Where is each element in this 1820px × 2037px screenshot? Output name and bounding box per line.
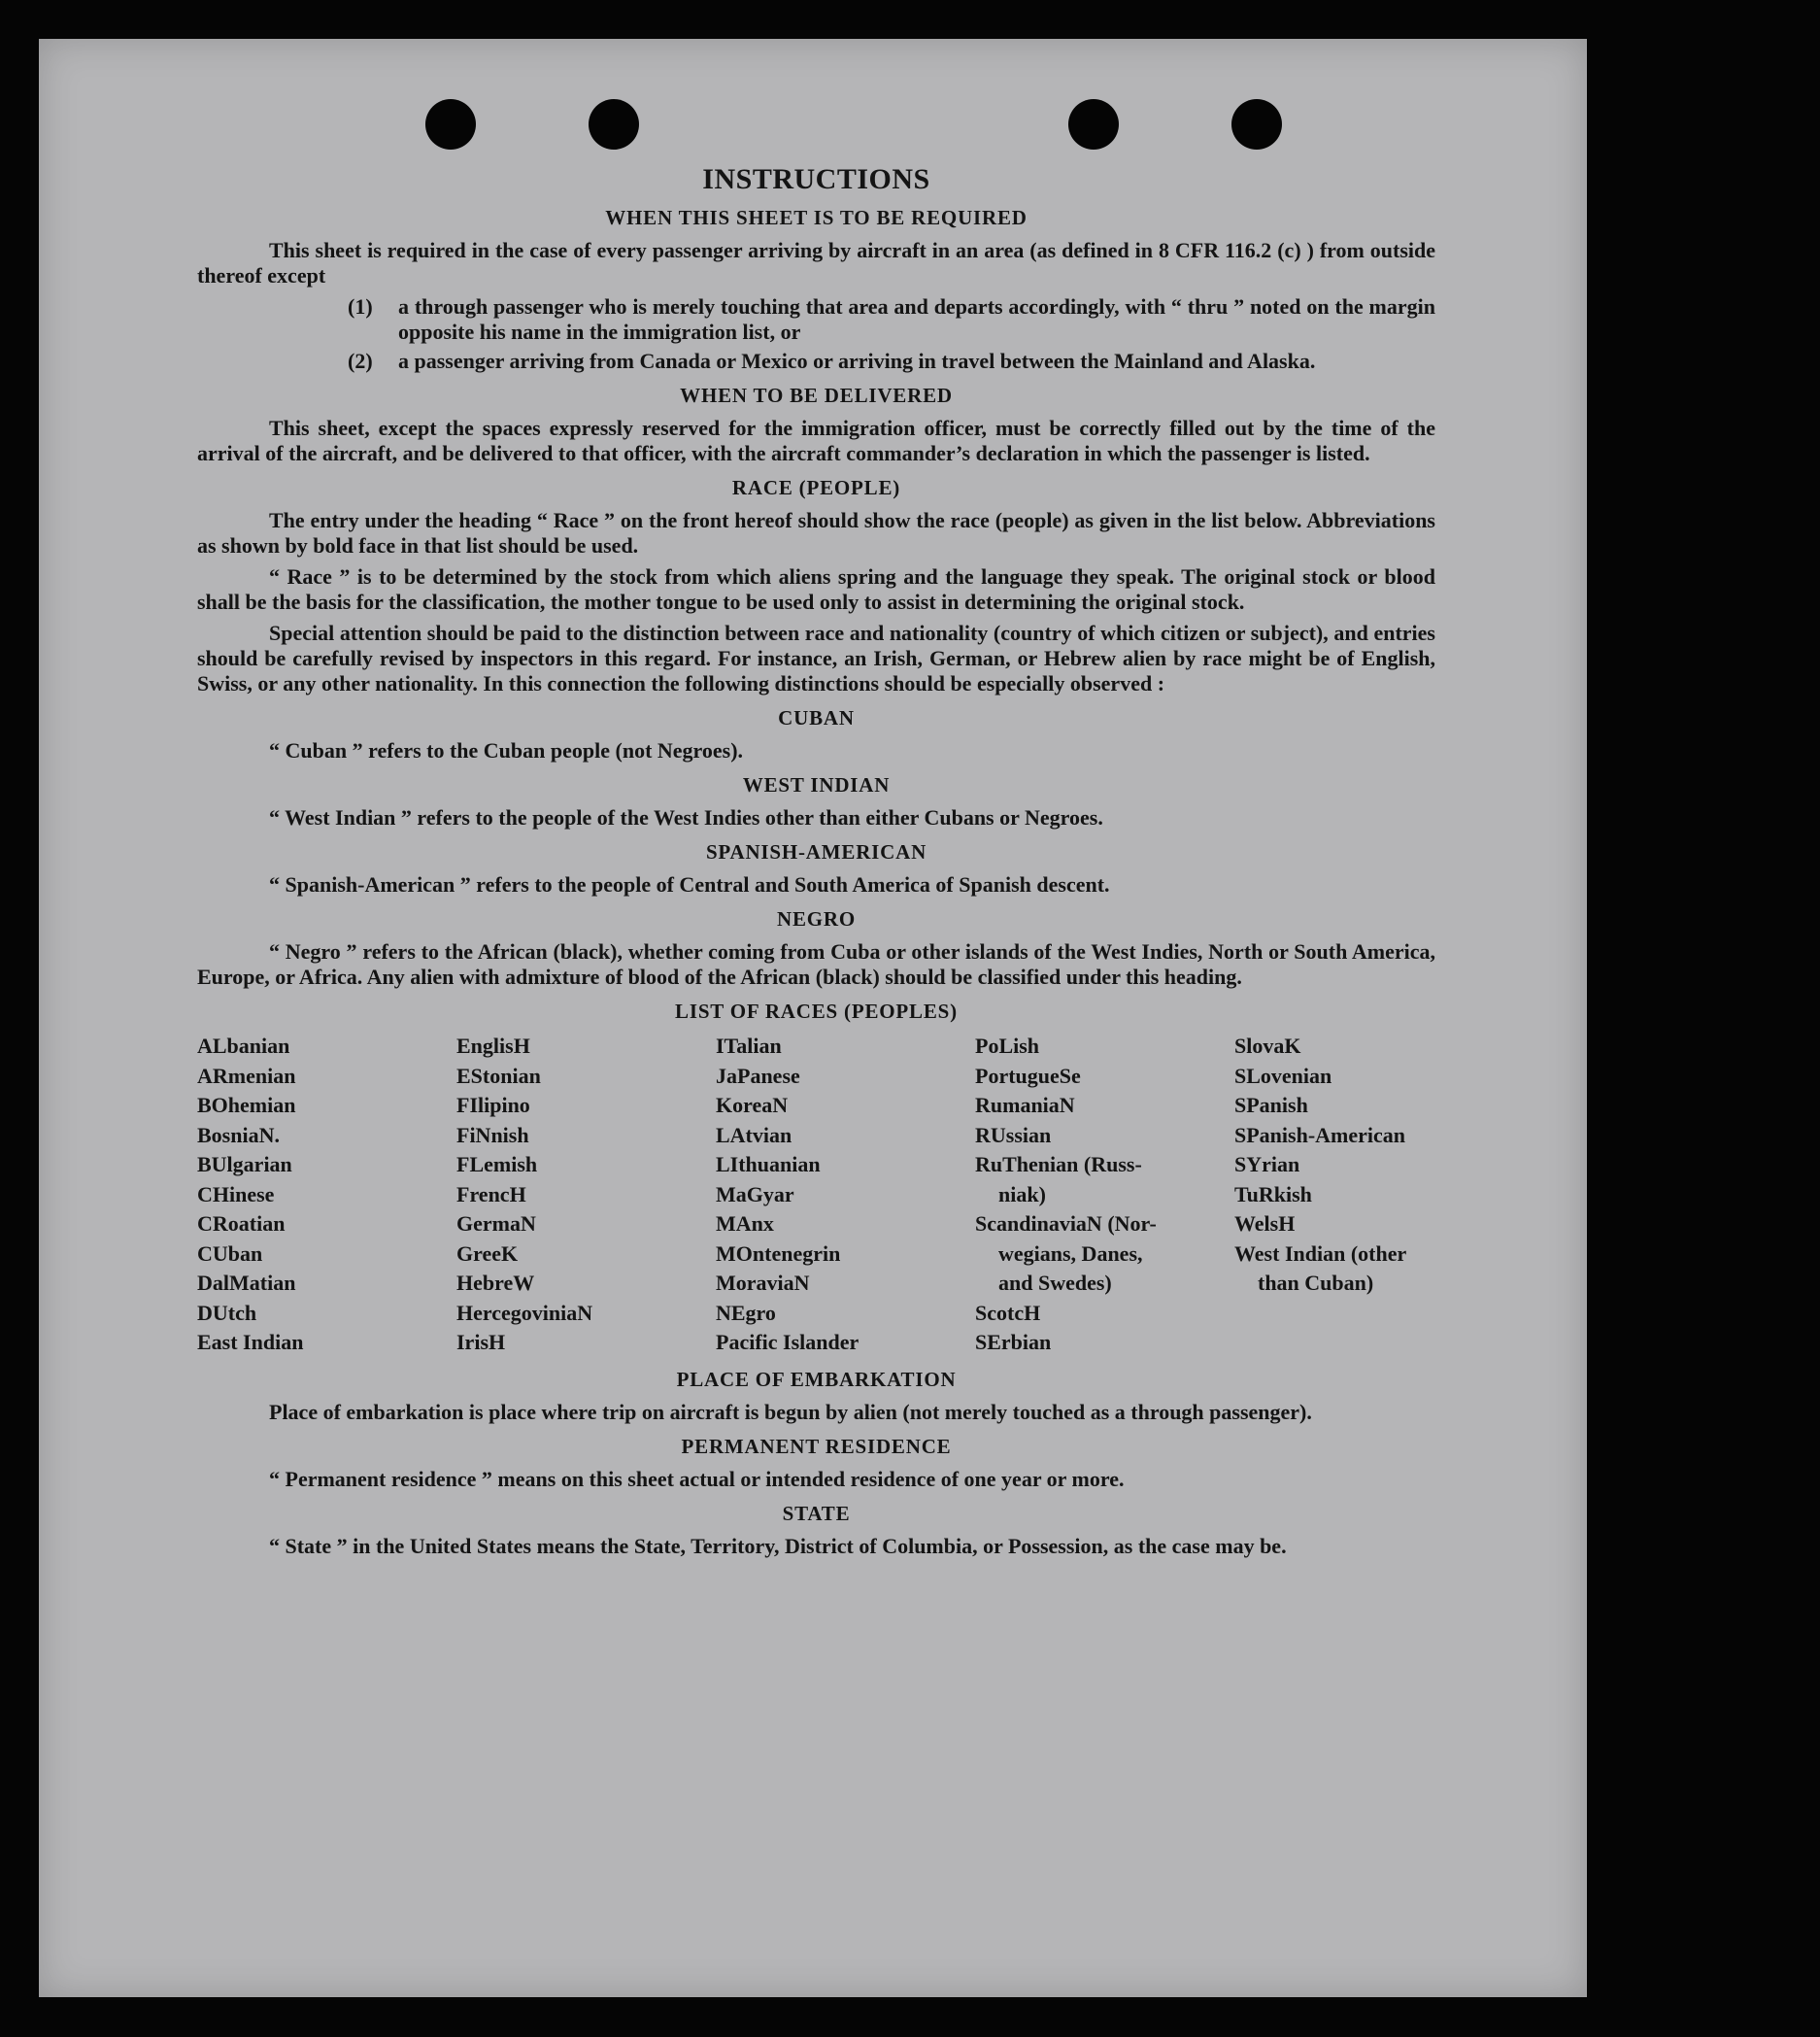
race-entry: EStonian — [456, 1063, 541, 1088]
race-entry: RumaniaN — [975, 1093, 1075, 1117]
item-number: (2) — [348, 349, 373, 373]
race-column — [456, 1032, 716, 1358]
race-entry: LAtvian — [716, 1122, 792, 1147]
race-entry: RuThenian (Russ- — [975, 1152, 1142, 1176]
race-entry: PortugueSe — [975, 1063, 1081, 1088]
race-paragraph: Special attention should be paid to the distinction between race and nationality (country of which citizen or subject), and entries should be carefully revised by inspectors in this regard. For instance, an Irish, German, or Hebrew alien by race might be of English, Swiss, or any other nationality. In this connection the following distinctions should be especially observed : — [197, 621, 1435, 696]
exception-item — [348, 349, 1435, 374]
race-entry: DUtch — [197, 1300, 257, 1325]
document-sheet — [39, 39, 1587, 1997]
embarkation-text: Place of embarkation is place where trip on aircraft is begun by alien (not merely touched as a through passenger). — [269, 1399, 1312, 1424]
race-entry: MoraviaN — [716, 1271, 810, 1295]
required-intro: This sheet is required in the case of every passenger arriving by aircraft in an area (as defined in 8 CFR 116.2 (c) ) from outside thereof except — [197, 238, 1435, 288]
race-entry: JaPanese — [716, 1063, 800, 1088]
race-entry: FLemish — [456, 1152, 538, 1176]
race-entry: CRoatian — [197, 1211, 286, 1236]
state-text: “ State ” in the United States means the State, Territory, District of Columbia, or Possession, as the case may be. — [269, 1533, 1287, 1558]
race-entry: ARmenian — [197, 1063, 296, 1088]
negro-text: “ Negro ” refers to the African (black), whether coming from Cuba or other islands of the West Indies, North or South America, Europe, or Africa. Any alien with admixture of blood of the African (black) should be classified under this heading. — [197, 939, 1435, 989]
race-entry: BosniaN. — [197, 1122, 280, 1147]
race-entry: ITalian — [716, 1034, 782, 1058]
race-entry: SLovenian — [1234, 1063, 1332, 1088]
race-entry: niak) — [998, 1181, 1046, 1206]
race-entry: RUssian — [975, 1122, 1052, 1147]
race-entry: TuRkish — [1234, 1181, 1312, 1206]
section-heading-embarkation: PLACE OF EMBARKATION — [676, 1367, 957, 1391]
race-column — [1234, 1032, 1435, 1358]
race-entry: SPanish-American — [1234, 1122, 1405, 1147]
race-entry: GreeK — [456, 1240, 519, 1266]
race-entry: KoreaN — [716, 1093, 789, 1117]
race-entry: HebreW — [456, 1271, 535, 1295]
section-heading-state: STATE — [782, 1501, 851, 1525]
section-heading-required: WHEN THIS SHEET IS TO BE REQUIRED — [605, 206, 1028, 229]
race-column — [716, 1032, 975, 1358]
race-entry: ScandinaviaN (Nor- — [975, 1211, 1157, 1236]
item-number: (1) — [348, 294, 373, 319]
race-entry: FiNnish — [456, 1122, 529, 1147]
section-heading-spanish-american: SPANISH-AMERICAN — [705, 840, 927, 864]
race-entry: BUlgarian — [197, 1152, 292, 1176]
race-entry: SlovaK — [1234, 1034, 1301, 1058]
race-entry: MaGyar — [716, 1181, 794, 1206]
punch-hole — [1231, 99, 1282, 150]
race-entry: MAnx — [716, 1211, 774, 1236]
race-entry: ALbanian — [197, 1034, 290, 1058]
race-entry: MOntenegrin — [716, 1240, 841, 1266]
section-heading-residence: PERMANENT RESIDENCE — [681, 1434, 952, 1458]
section-heading-cuban: CUBAN — [778, 706, 855, 730]
race-list — [197, 1032, 1435, 1358]
spanish-american-text: “ Spanish-American ” refers to the people of Central and South America of Spanish descent. — [269, 872, 1110, 897]
section-heading-west-indian: WEST INDIAN — [742, 773, 891, 797]
instructions-body — [197, 163, 1435, 1565]
race-entry: HercegoviniaN — [456, 1300, 593, 1325]
page-title: INSTRUCTIONS — [702, 163, 930, 195]
race-entry: NEgro — [716, 1300, 776, 1325]
exception-item — [348, 294, 1435, 345]
section-heading-negro: NEGRO — [776, 907, 856, 931]
race-entry: than Cuban) — [1258, 1271, 1374, 1295]
race-entry: ScotcH — [975, 1300, 1041, 1325]
race-entry: PoLish — [975, 1034, 1040, 1058]
punch-hole — [1068, 99, 1119, 150]
race-paragraph: “ Race ” is to be determined by the stock from which aliens spring and the language they speak. The original stock or blood shall be the basis for the classification, the mother tongue to be used only to assist in determining the original stock. — [197, 564, 1435, 614]
race-entry: West Indian (other — [1234, 1240, 1407, 1266]
west-indian-text: “ West Indian ” refers to the people of the West Indies other than either Cubans or Negroes. — [269, 805, 1103, 830]
race-column — [975, 1032, 1234, 1358]
race-entry: CUban — [197, 1240, 263, 1266]
section-heading-delivered: WHEN TO BE DELIVERED — [680, 384, 953, 407]
punch-hole — [425, 99, 476, 150]
race-entry: GermaN — [456, 1211, 536, 1236]
race-entry: SErbian — [975, 1330, 1052, 1354]
residence-text: “ Permanent residence ” means on this sheet actual or intended residence of one year or more. — [269, 1466, 1125, 1491]
race-entry: and Swedes) — [998, 1271, 1112, 1295]
race-entry: SPanish — [1234, 1093, 1308, 1117]
race-entry: WelsH — [1234, 1211, 1296, 1236]
cuban-text: “ Cuban ” refers to the Cuban people (not Negroes). — [269, 738, 744, 763]
race-entry: East Indian — [197, 1330, 304, 1354]
punch-hole — [589, 99, 639, 150]
section-heading-list-of-races: LIST OF RACES (PEOPLES) — [675, 1000, 958, 1023]
race-entry: SYrian — [1234, 1152, 1300, 1176]
race-entry: IrisH — [456, 1330, 506, 1354]
race-entry: FIlipino — [456, 1093, 530, 1117]
delivered-text: This sheet, except the spaces expressly reserved for the immigration officer, must be correctly filled out by the time of the arrival of the aircraft, and be delivered to that officer, with the aircraft commander’s declaration in which the passenger is listed. — [197, 416, 1435, 465]
race-entry: Pacific Islander — [716, 1330, 859, 1354]
item-text: a passenger arriving from Canada or Mexico or arriving in travel between the Mainland and Alaska. — [398, 349, 1316, 373]
race-entry: BOhemian — [197, 1093, 296, 1117]
race-paragraph: The entry under the heading “ Race ” on the front hereof should show the race (people) as given in the list below. Abbreviations as shown by bold face in that list should be used. — [197, 508, 1435, 558]
section-heading-race: RACE (PEOPLE) — [731, 476, 901, 499]
race-column — [197, 1032, 456, 1358]
race-entry: wegians, Danes, — [998, 1240, 1143, 1266]
race-entry: CHinese — [197, 1181, 275, 1206]
race-entry: FrencH — [456, 1181, 526, 1206]
race-entry: LIthuanian — [716, 1152, 821, 1176]
item-text: a through passenger who is merely touching that area and departs accordingly, with “ thru ” noted on the margin opposite his name in the immigration list, or — [398, 294, 1435, 344]
race-entry: EnglisH — [456, 1034, 530, 1058]
race-entry: DalMatian — [197, 1271, 296, 1295]
